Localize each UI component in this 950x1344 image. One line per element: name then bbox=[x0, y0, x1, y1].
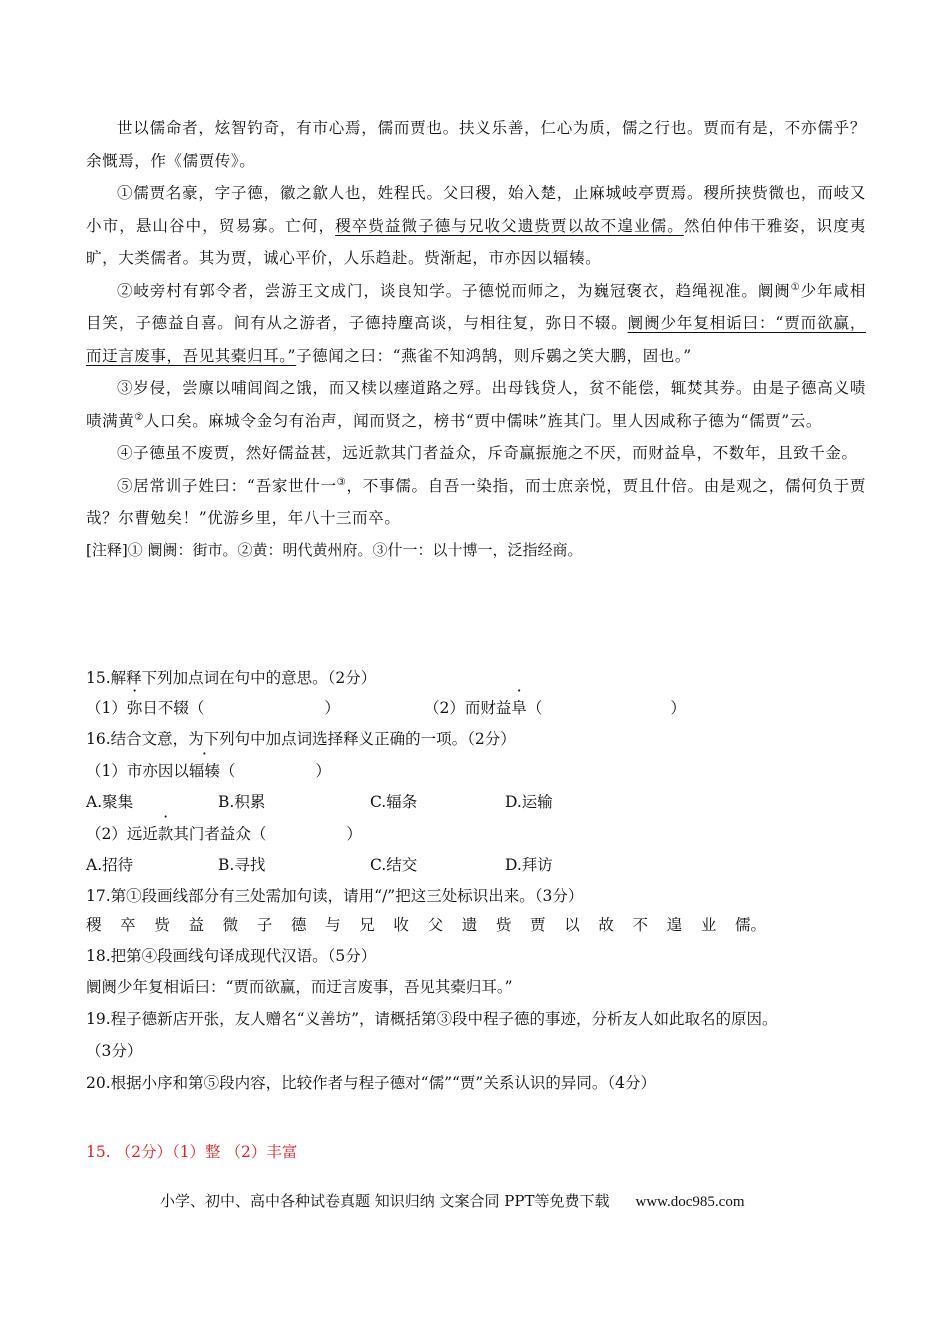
sentence-char: 赀 bbox=[495, 916, 512, 934]
option-d: D.拜访 bbox=[505, 856, 553, 874]
question-15-item-2: （2）而财益阜（ ） bbox=[424, 696, 686, 718]
underlined-sentence-1: 稷卒赀益微子德与兄收父遗赀贾以故不遑业儒。 bbox=[335, 216, 684, 235]
passage-paragraph-2: ②岐旁村有郭令者，尝游王文成门，谈良知学。子德悦而师之，为巍冠褒衣，趋绳视准。阛阓①少年咸相目笑，子德益自喜。间有从之游者，子德持麈高谈，与相往复，弥日不辍。阛阓少年复相诟曰：“贾而欲赢，而迂言废事，吾见其橐归耳。”子德闻之曰：“燕雀不知鸿鹄，则斥鷃之笑大鹏，固也。” bbox=[86, 281, 866, 365]
dotted-word: 阜 bbox=[511, 699, 527, 717]
sentence-char: 稷 bbox=[86, 916, 102, 934]
punctuation-sentence bbox=[86, 913, 766, 935]
passage-paragraph-5: ⑤居常训子姓曰：“吾家世什一③，不事儒。自吾一染指，而士庶亲悦，贾且什倍。由是观之，儒何负于贾哉？尔曹勉矣！”优游乡里，年八十三而卒。 bbox=[86, 476, 867, 527]
passage-intro: 世以儒命者，炫智钓奇，有市心焉，儒而贾也。扶义乐善，仁心为质，儒之行也。贾而有是，不亦儒乎？余慨焉，作《儒贾传》。 bbox=[86, 119, 866, 170]
option-a: A.聚集 bbox=[86, 793, 134, 811]
option-c: C.辐条 bbox=[370, 793, 418, 811]
question-19-score: （3分） bbox=[86, 1042, 143, 1060]
question-16: 16.结合文意，为下列句中加点词选择释义正确的一项。（2分） bbox=[86, 730, 516, 748]
question-15: 15.解释下列加点词在句中的意思。（2分） bbox=[86, 669, 377, 687]
passage-paragraph-3: ③岁侵，尝廪以哺闾阎之饿，而又椟以瘗道路之殍。出母钱贷人，贫不能偿，辄焚其券。由是子德高义啧啧满黄②人口矣。麻城令金匀有治声，闻而贤之，榜书“贾中儒味”旌其门。里人因咸称子德为“儒贾”云。 bbox=[86, 379, 866, 430]
option-a: A.招待 bbox=[86, 856, 134, 874]
dotted-word: 弥 bbox=[126, 699, 143, 717]
question-18: 18.把第④段画线句译成现代汉语。（5分） bbox=[86, 947, 377, 965]
question-19: 19.程子德新店开张，友人赠名“义善坊”，请概括第③段中程子德的事迹，分析友人如此取名的原因。 bbox=[86, 1010, 778, 1028]
question-16-item-1: （1）市亦因以辐辏（ ） bbox=[86, 759, 331, 781]
question-18-sentence: 阛阓少年复相诟曰：“贾而欲赢，而迂言废事，吾见其橐归耳。” bbox=[86, 978, 513, 996]
sentence-char: 卒 bbox=[120, 916, 136, 934]
sentence-char: 兄 bbox=[359, 916, 375, 934]
sentence-char: 以 bbox=[564, 916, 580, 934]
underlined-sentence-2: 阛阓少年复相诟曰：“贾而欲赢，而迂言废事，吾见其橐归耳。” bbox=[86, 314, 866, 365]
footnote-mark-3: ③ bbox=[336, 476, 347, 488]
dotted-word: 款 bbox=[157, 825, 174, 843]
sentence-char: 业 bbox=[700, 916, 717, 934]
question-16-item-2: （2）远近款其门者益众（ ） bbox=[86, 822, 362, 844]
answer-15: 15. （2分）（1）整 （2）丰富 bbox=[86, 1143, 298, 1161]
sentence-char: 子 bbox=[256, 916, 273, 934]
option-b: B.寻找 bbox=[218, 856, 266, 874]
question-17: 17.第①段画线部分有三处需加句读，请用“/”把这三处标识出来。（3分） bbox=[86, 887, 584, 905]
sentence-char: 德 bbox=[290, 916, 307, 934]
question-15-item-1: （1）弥日不辍（ ） bbox=[86, 696, 340, 718]
annotation-note: [注释]① 阛阓：街市。②黄：明代黄州府。③什一：以十博一，泛指经商。 bbox=[86, 540, 583, 559]
passage-paragraph-4: ④子德虽不废贾，然好儒益甚，远近款其门者益众，斥奇赢振施之不厌，而财益阜，不数年，且致千金。 bbox=[117, 444, 858, 462]
passage-paragraph-1: ①儒贾名豪，字子德，徽之歙人也，姓程氏。父曰稷，始入楚，止麻城岐亭贾焉。稷所挟赀微也，而岐又小市，悬山谷中，贸易寡。亡何，稷卒赀益微子德与兄收父遗赀贾以故不遑业儒。然伯仲伟干雅姿，识度夷旷，大类儒者。其为贾，诚心平价，人乐趋赴。赀渐起，市亦因以辐辏。 bbox=[86, 184, 866, 267]
sentence-char: 不 bbox=[632, 916, 649, 934]
sentence-char: 与 bbox=[325, 916, 341, 934]
classical-passage bbox=[86, 112, 866, 565]
option-d: D.运输 bbox=[505, 793, 553, 811]
sentence-char: 儒。 bbox=[734, 916, 766, 934]
option-b: B.积累 bbox=[218, 793, 266, 811]
sentence-char: 益 bbox=[188, 916, 204, 934]
footer-text: 小学、初中、高中各种试卷真题 知识归纳 文案合同 PPT等免费下载 bbox=[160, 1192, 610, 1210]
footnote-mark-1: ① bbox=[790, 281, 801, 293]
sentence-char: 遑 bbox=[666, 916, 683, 934]
footer-url[interactable]: www.doc985.com bbox=[635, 1194, 745, 1210]
sentence-char: 遗 bbox=[461, 916, 478, 934]
sentence-char: 贾 bbox=[530, 916, 546, 934]
sentence-char: 赀 bbox=[154, 916, 170, 934]
dotted-word: 辐辏 bbox=[188, 762, 220, 780]
sentence-char: 收 bbox=[393, 916, 409, 934]
footer bbox=[160, 1190, 745, 1211]
question-20: 20.根据小序和第⑤段内容，比较作者与程子德对“儒”“贾”关系认识的异同。（4分） bbox=[86, 1074, 656, 1092]
option-c: C.结交 bbox=[370, 856, 418, 874]
footnote-mark-2: ② bbox=[134, 411, 144, 423]
sentence-char: 故 bbox=[598, 916, 614, 934]
sentence-char: 微 bbox=[222, 916, 239, 934]
sentence-char: 父 bbox=[427, 916, 444, 934]
